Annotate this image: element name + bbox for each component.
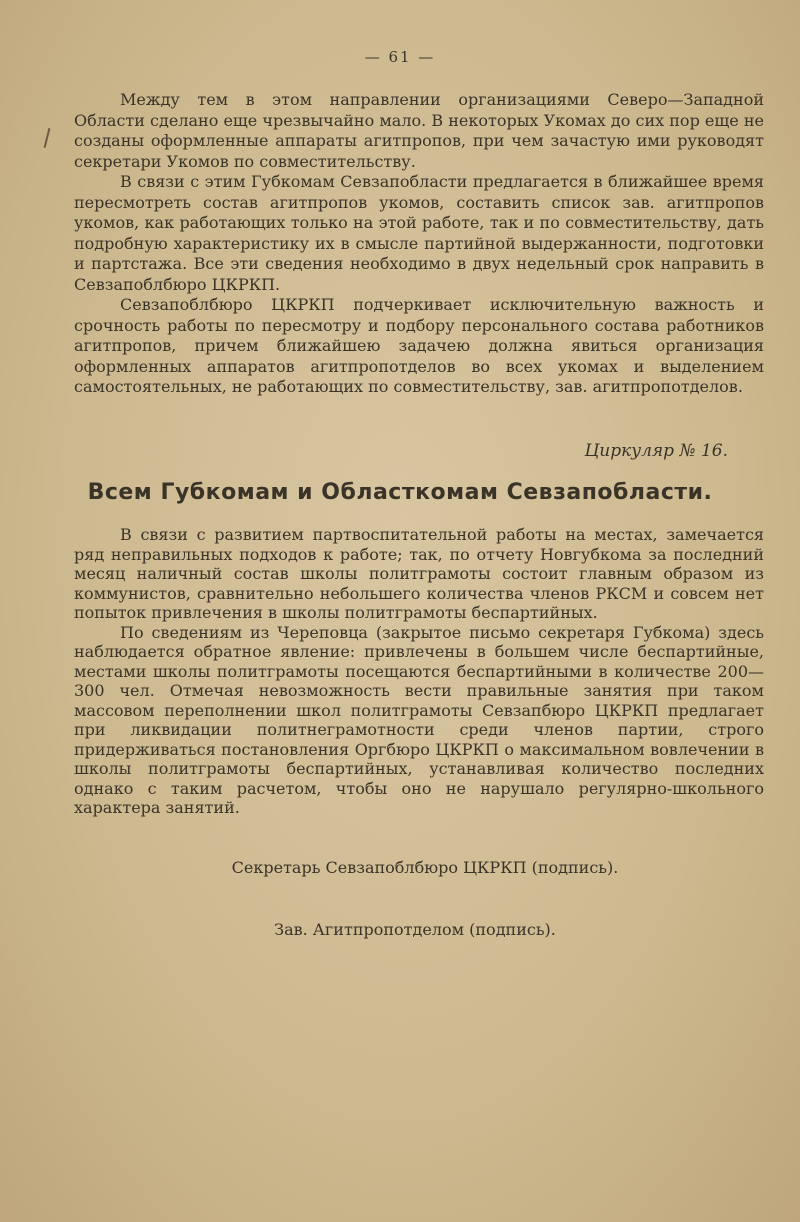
agitprop-head-signature-line: Зав. Агитпропотделом (подпись).: [274, 920, 556, 939]
section-1-text: [74, 90, 764, 398]
paragraph: По сведениям из Череповца (закрытое письмо секретаря Губкома) здесь наблюдается обратное явление: привлечены в большем числе беспартийные, местами школы политграмоты посещаются беспартийными в количестве 200—300 чел. Отмечая невозможность вести правильные занятия при таком массовом переполнении школ политграмоты Севзапбюро ЦКРКП предлагает при ликвидации политнеграмотности среди членов партии, строго придерживаться постановления Оргбюро ЦКРКП о максимальном вовлечении в школы политграмоты беспартийных, устанавливая количество последних однако с таким расчетом, чтобы оно не нарушало регулярно-школьного характера занятий.: [74, 622, 764, 817]
secretary-signature-line: Секретарь Севзапоблбюро ЦКРКП (подпись).: [231, 858, 619, 877]
page-number: — 61 —: [364, 48, 436, 66]
paragraph: В связи с развитием партвоспитательной работы на местах, замечается ряд неправильных подходов к работе; так, по отчету Новгубкома за последний месяц наличный состав школы политграмоты состоит главным образом из коммунистов, сравнительно небольшего количества членов РКСМ и совсем нет попыток привлечения в школы политграмоты беспартийных.: [74, 525, 764, 622]
paragraph: Между тем в этом направлении организациями Северо—Западной Области сделано еще чрезвычайно мало. В некоторых Укомах до сих пор еще не созданы оформленные аппараты агитпропов, при чем зачастую ими руководят секретари Укомов по совместительству.: [74, 90, 764, 171]
section-2-text: [74, 525, 764, 818]
paragraph: Севзапоблбюро ЦКРКП подчеркивает исключительную важность и срочность работы по пересмотру и подбору персонального состава работников агитпропов, причем ближайшею задачею должна явиться организация оформленных аппаратов агитпропотделов во всех укомах и выделением самостоятельных, не работающих по совместительству, зав. агитпропотделов.: [74, 295, 764, 396]
document-heading: Всем Губкомам и Областкомам Севзапобласти.: [87, 480, 713, 505]
paragraph: В связи с этим Губкомам Севзапобласти предлагается в ближайшее время пересмотреть состав агитпропов укомов, составить список зав. агитпропов укомов, как работающих только на этой работе, так и по совместительству, дать подробную характеристику их в смысле партийной выдержанности, подготовки и партстажа. Все эти сведения необходимо в двух недельный срок направить в Севзапоблбюро ЦКРКП.: [74, 172, 764, 294]
circular-number: Циркуляр № 16.: [584, 441, 728, 461]
margin-pencil-mark: [44, 128, 51, 148]
